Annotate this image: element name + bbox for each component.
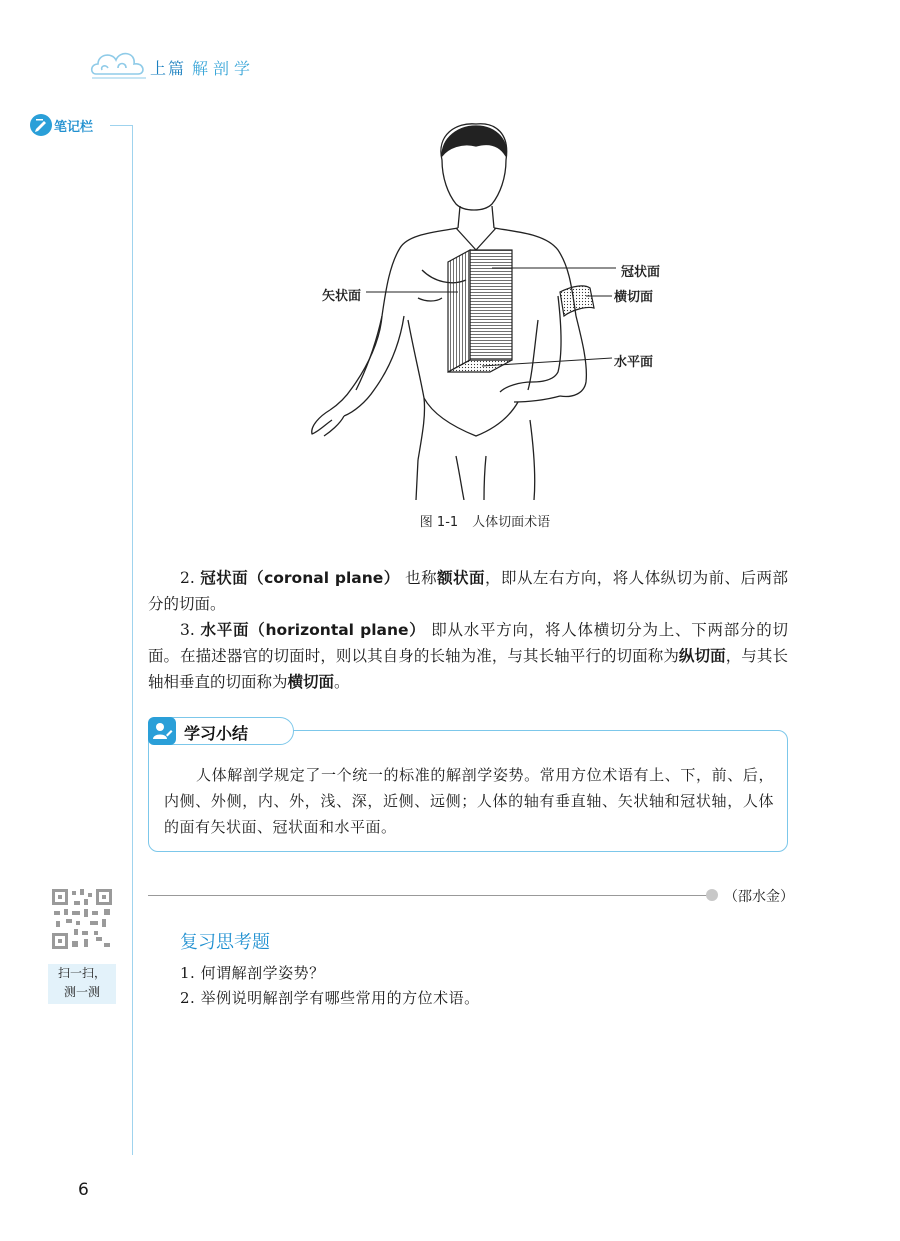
qr-caption: 扫一扫， 测一测 (48, 964, 116, 1004)
author-divider (148, 895, 708, 896)
term-longitudinal: 纵切面 (678, 647, 726, 665)
term-transverse: 横切面 (287, 673, 335, 691)
figure-caption (0, 511, 900, 530)
header-title: 解剖学 (192, 59, 256, 78)
notes-column-label: 笔记栏 (54, 120, 94, 135)
figure-caption-text: 人体切面术语 (472, 515, 551, 530)
label-coronal: 冠状面 (621, 265, 661, 280)
term-coronal: 冠状面（coronal plane） (200, 569, 400, 587)
summary-text: 人体解剖学规定了一个统一的标准的解剖学姿势。常用方位术语有上、下，前、后，内侧、外侧，内、外，浅、深，近侧、远侧；人体的轴有垂直轴、矢状轴和冠状轴，人体的面有矢状面、冠状面和水平面。 (164, 766, 774, 836)
notes-divider (110, 125, 132, 126)
notes-column-border (132, 125, 133, 1155)
label-transverse: 横切面 (614, 290, 654, 305)
label-horizontal: 水平面 (614, 355, 654, 370)
term-frontal: 额状面 (437, 569, 485, 587)
author-name: （邵水金） (724, 889, 794, 905)
summary-title: 学习小结 (184, 724, 249, 743)
figure-number: 图 1-1 (419, 515, 459, 530)
review-question: 1. 何谓解剖学姿势？ (180, 964, 325, 982)
review-title: 复习思考题 (180, 932, 270, 953)
term-horizontal: 水平面（horizontal plane） (200, 621, 426, 639)
transverse-plane (560, 286, 594, 316)
header-part: 上篇 (150, 59, 187, 78)
qr-code-icon[interactable] (50, 887, 114, 951)
paragraph-horizontal: 3. 水平面（horizontal plane） 即从水平方向，将人体横切分为上、下两部分的切面。 (148, 621, 788, 665)
cloud-ornament-icon (88, 44, 150, 84)
review-question: 2. 举例说明解剖学有哪些常用的方位术语。 (180, 989, 480, 1007)
paragraph-organ-sections: 在描述器官的切面时，则以其自身的长轴为准，与其长轴平行的切面称为纵切面，与其长轴相垂直的切面称为横切面。 (148, 647, 788, 691)
body-planes-figure (296, 120, 676, 500)
divider-dot-icon (706, 889, 718, 901)
page-number: 6 (78, 1180, 89, 1200)
paragraph-coronal: 2. 冠状面（coronal plane） 也称额状面，即从左右方向，将人体纵切为前、后两部分的切面。 (148, 569, 788, 613)
label-sagittal: 矢状面 (322, 289, 362, 304)
running-header (150, 56, 255, 79)
coronal-plane (470, 250, 512, 360)
study-person-icon (148, 717, 176, 745)
pencil-note-icon (30, 114, 52, 136)
sagittal-plane (448, 250, 470, 372)
